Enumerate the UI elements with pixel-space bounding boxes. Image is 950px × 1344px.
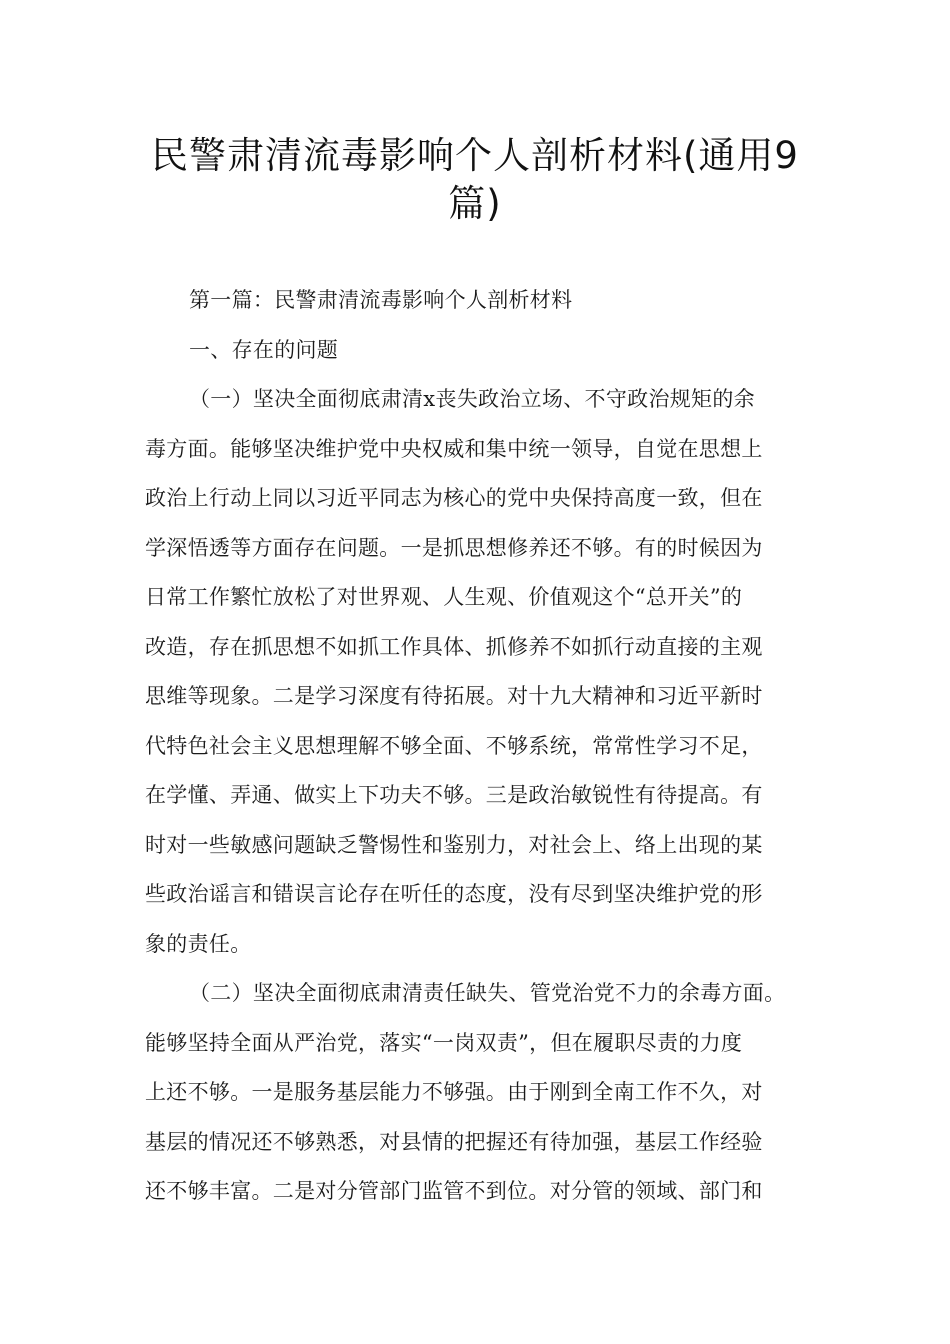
paragraph-line: 政治上行动上同以习近平同志为核心的党中央保持高度一致，但在 [145,486,763,510]
paragraph-line: 能够坚持全面从严治党，落实“一岗双责”，但在履职尽责的力度 [145,1030,743,1055]
title-line-2: 篇) [448,182,502,225]
paragraph-line: （一）坚决全面彻底肃清x丧失政治立场、不守政治规矩的余 [189,387,755,411]
document-body [145,283,815,1224]
paragraph-line: 上还不够。一是服务基层能力不够强。由于刚到全南工作不久，对 [145,1080,763,1104]
title-line-1: 民警肃清流毒影响个人剖析材料(通用9 [151,134,799,177]
paragraph-line: 在学懂、弄通、做实上下功夫不够。三是政治敏锐性有待提高。有 [145,783,763,807]
paragraph-line: 改造，存在抓思想不如抓工作具体、抓修养不如抓行动直接的主观 [145,634,763,659]
paragraph-line: 学深悟透等方面存在问题。一是抓思想修养还不够。有的时候因为 [145,535,763,560]
paragraph-line: 毒方面。能够坚决维护党中央权威和集中统一领导，自觉在思想上 [145,436,763,461]
paragraph-line: 还不够丰富。二是对分管部门监管不到位。对分管的领域、部门和 [145,1179,763,1203]
document-title [120,132,830,228]
paragraph-line: 时对一些敏感问题缺乏警惕性和鉴别力，对社会上、络上出现的某 [145,832,763,857]
paragraph-line: 基层的情况还不够熟悉，对县情的把握还有待加强，基层工作经验 [145,1129,763,1154]
subsection-heading: 一、存在的问题 [189,337,339,362]
paragraph-line: 日常工作繁忙放松了对世界观、人生观、价值观这个“总开关”的 [145,585,743,609]
paragraph-line: 思维等现象。二是学习深度有待拓展。对十九大精神和习近平新时 [145,684,763,708]
paragraph-line: 代特色社会主义思想理解不够全面、不够系统，常常性学习不足， [145,733,763,758]
paragraph-line: 象的责任。 [145,931,252,956]
paragraph-line: （二）坚决全面彻底肃清责任缺失、管党治党不力的余毒方面。 [189,981,786,1005]
paragraph-line: 些政治谣言和错误言论存在听任的态度，没有尽到坚决维护党的形 [145,882,763,906]
section-heading: 第一篇：民警肃清流毒影响个人剖析材料 [189,288,573,312]
